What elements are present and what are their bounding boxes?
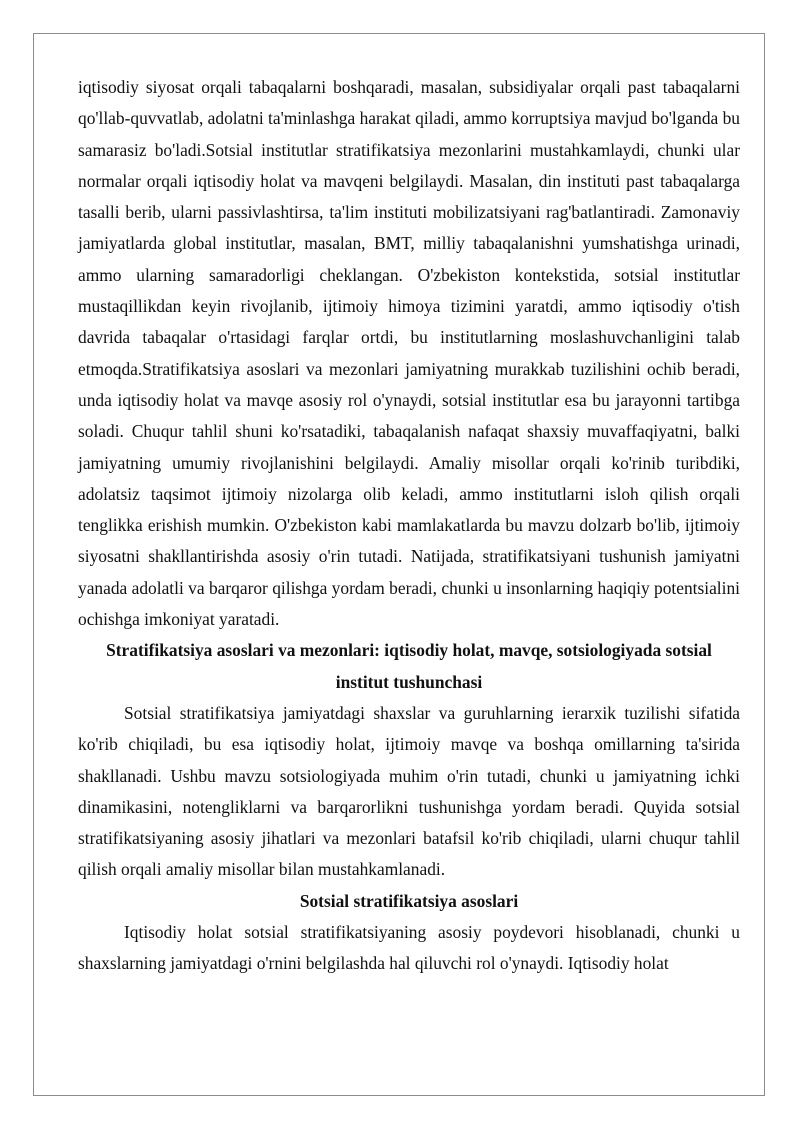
body-paragraph: Iqtisodiy holat sotsial stratifikatsiyaning asosiy poydevori hisoblanadi, chunki u shaxslarning jamiyatdagi o'rnini belgilashda hal qiluvchi rol o'ynaydi. Iqtisodiy holat [78, 922, 740, 974]
body-paragraph: Sotsial stratifikatsiya jamiyatdagi shaxslar va guruhlarning ierarxik tuzilishi sifatida ko'rib chiqiladi, bu esa iqtisodiy holat, ijtimoiy mavqe va boshqa omillarning ta'sirida shakllanadi. Ushbu mavzu sotsiologiyada muhim o'rin tutadi, chunki u jamiyatning ichki dinamikasini, notengliklarni va barqarorlikni tushunishga yordam beradi. Quyida sotsial stratifikatsiyaning asosiy jihatlari va mezonlari batafsil ko'rib chiqiladi, ularni chuqur tahlil qilish orqali amaliy misollar bilan mustahkamlanadi. [78, 702, 740, 880]
subsection-heading: Sotsial stratifikatsiya asoslari [299, 890, 519, 911]
document-body [78, 72, 740, 980]
section-heading: Stratifikatsiya asoslari va mezonlari: iqtisodiy holat, mavqe, sotsiologiyada sotsial institut tushunchasi [106, 640, 712, 692]
body-paragraph: iqtisodiy siyosat orqali tabaqalarni boshqaradi, masalan, subsidiyalar orqali past tabaqalarni qo'llab-quvvatlab, adolatni ta'minlashga harakat qiladi, ammo korruptsiya mavjud bo'lganda bu samarasiz bo'ladi.Sotsial institutlar stratifikatsiya mezonlarini mustahkamlaydi, chunki ular normalar orqali iqtisodiy holat va mavqeni belgilaydi. Masalan, din instituti past tabaqalarga tasalli berib, ularni passivlashtirsa, ta'lim instituti mobilizatsiyani rag'batlantiradi. Zamonaviy jamiyatlarda global institutlar, masalan, BMT, milliy tabaqalanishni yumshatishga urinadi, ammo ularning samaradorligi cheklangan. O'zbekiston kontekstida, sotsial institutlar mustaqillikdan keyin rivojlanib, ijtimoiy himoya tizimini yaratdi, ammo iqtisodiy o'tish davrida tabaqalar o'rtasidagi farqlar ortdi, bu institutlarning moslashuvchanligini talab etmoqda.Stratifikatsiya asoslari va mezonlari jamiyatning murakkab tuzilishini ochib beradi, unda iqtisodiy holat va mavqe asosiy rol o'ynaydi, sotsial institutlar esa bu jarayonni tartibga soladi. Chuqur tahlil shuni ko'rsatadiki, tabaqalanish nafaqat shaxsiy muvaffaqiyatni, balki jamiyatning umumiy rivojlanishini belgilaydi. Amaliy misollar orqali ko'rinib turibdiki, adolatsiz taqsimot ijtimoiy nizolarga olib keladi, ammo institutlarni isloh qilish orqali tenglikka erishish mumkin. O'zbekiston kabi mamlakatlarda bu mavzu dolzarb bo'lib, ijtimoiy siyosatni shakllantirishda asosiy o'rin tutadi. Natijada, stratifikatsiyani tushunish jamiyatni yanada adolatli va barqaror qilishga yordam beradi, chunki u insonlarning haqiqiy potentsialini ochishga imkoniyat yaratadi. [78, 77, 740, 630]
